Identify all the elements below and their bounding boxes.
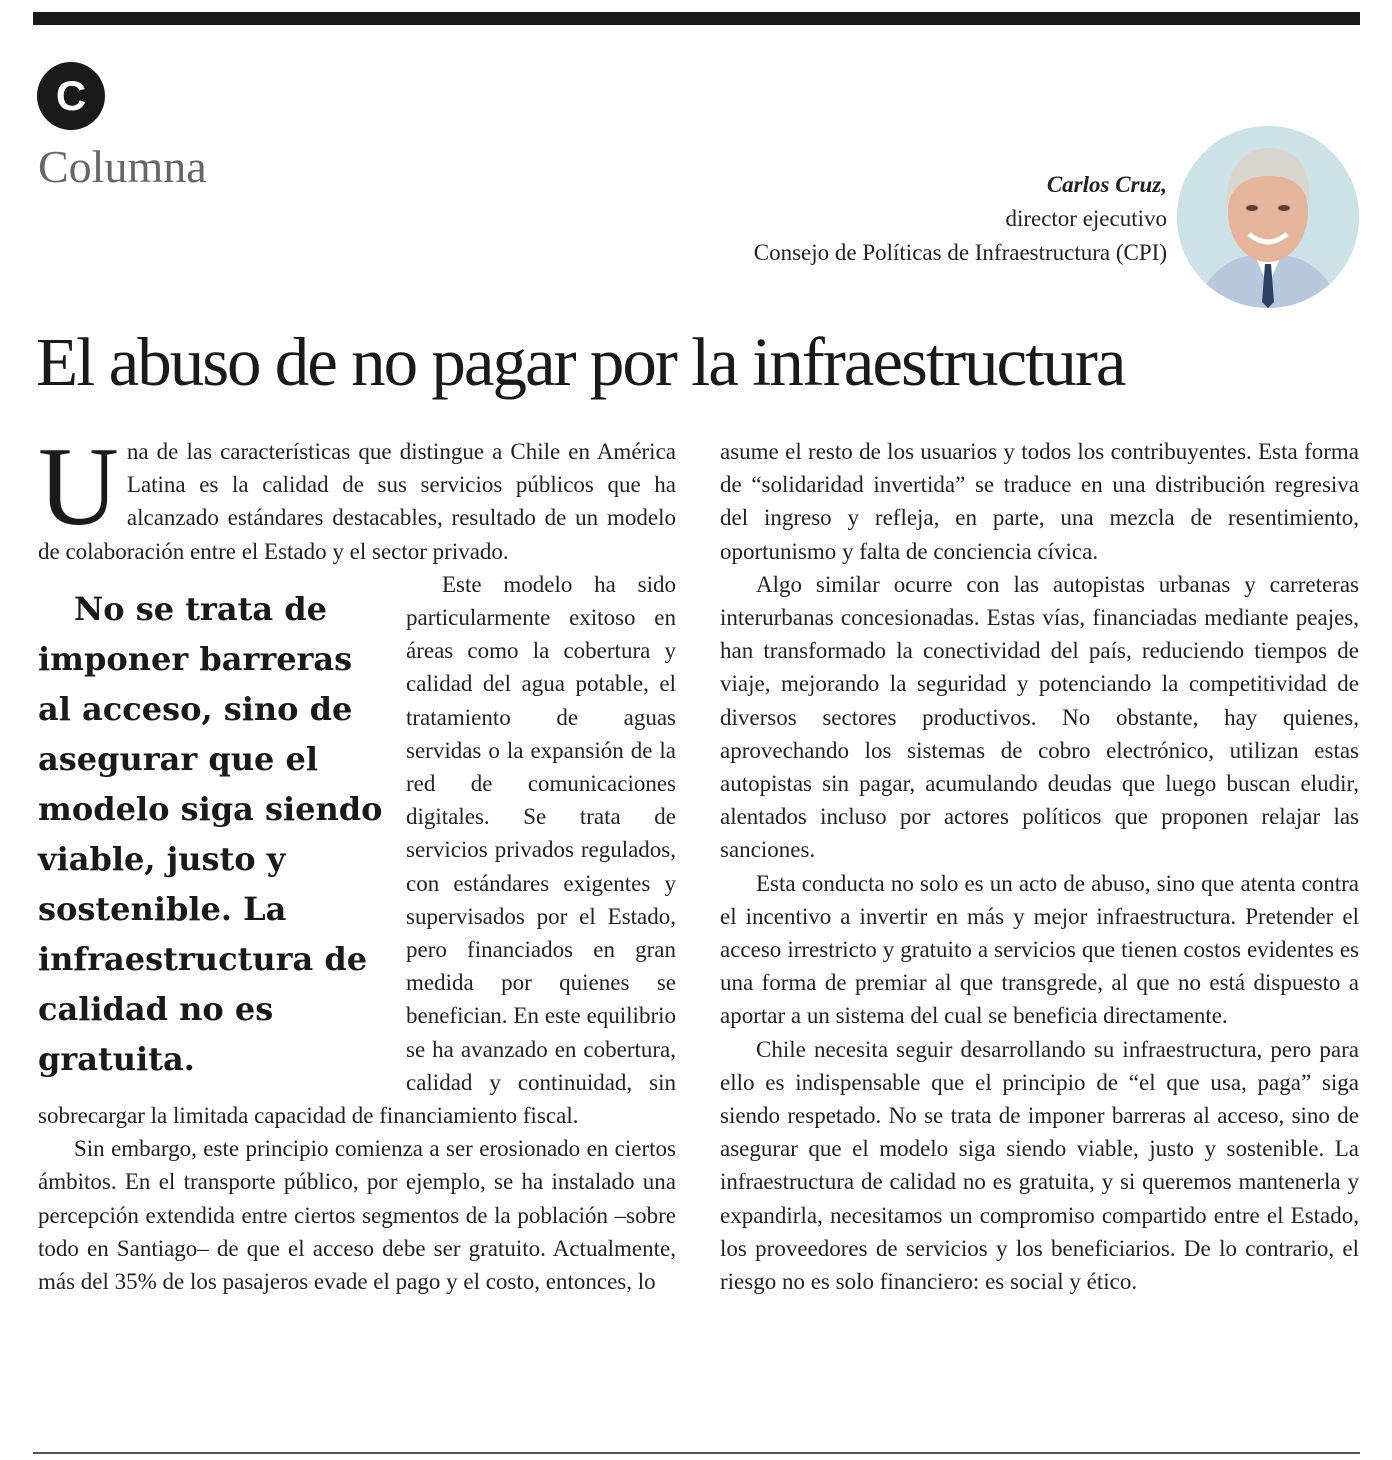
article-paragraph-4: Algo similar ocurre con las autopistas urbanas y carreteras interurbanas concesionadas. Estas vías, financiadas mediante peajes, han transformado la conectividad del país, reduciendo tiempos de viaje, mejorando la seguridad y potenciando la competitividad de diversos sectores productivos. No obstante, hay quienes, aprovechando los sistemas de cobro electrónico, utilizan estas autopistas sin pagar, acumulando deudas que luego buscan eludir, alentados incluso por actores políticos que proponen relajar las sanciones. (720, 571, 1359, 863)
article-paragraph-3: Sin embargo, este principio comienza a ser erosionado en ciertos ámbitos. En el transporte público, por ejemplo, se ha instalado una percepción extendida entre ciertos segmentos de la población –sobre todo en Santiago– de que el acceso debe ser gratuito. Actualmente, más del 35% de los pasajeros evade el pago y el costo, entonces, lo (38, 1136, 676, 1295)
article-paragraph-1 (38, 425, 676, 568)
dropcap: U (38, 425, 119, 549)
top-rule (33, 12, 1360, 25)
bottom-rule (33, 1452, 1360, 1454)
author-role: director ejecutivo (1005, 206, 1167, 231)
article-column-left (38, 425, 676, 1298)
paragraph-2-text: Este modelo ha sido particularmente exitoso en áreas como la cobertura y calidad del agua potable, el tratamiento de aguas servidas o la expansión de la red de comunicaciones digitales. Se trata de servicios privados regulados, con estándares exigentes y supervisados por el Estado, pero financiados en gran medida por quienes se benefician. En este equilibrio se ha avanzado en cobertura, calidad y continuidad, sin sobrecargar la limitada capacidad de financiamiento fiscal. (38, 571, 676, 1129)
article-column-right (720, 435, 1359, 1298)
article-paragraph-5: Esta conducta no solo es un acto de abuso, sino que atenta contra el incentivo a invertir en más y mejor infraestructura. Pretender el acceso irrestricto y gratuito a servicios que tienen costos evidentes es una forma de premiar al que transgrede, al que no está dispuesto a aportar a un sistema del cual se beneficia directamente. (720, 870, 1359, 1029)
byline (754, 168, 1167, 270)
section-label: Columna (38, 141, 207, 192)
author-organization: Consejo de Políticas de Infraestructura (CPI) (753, 240, 1167, 265)
article-paragraph-2 (38, 568, 676, 1132)
section-badge: C (37, 62, 105, 130)
paragraph-1-text: na de las características que distingue a Chile en América Latina es la calidad de sus servicios públicos que ha alcanzado estándares destacables, resultado de un modelo de colaboración entre el Estado y el sector privado. (38, 439, 676, 564)
author-name: Carlos Cruz, (1046, 172, 1167, 197)
pull-quote: No se trata de imponer barreras al acceso, sino de asegurar que el modelo siga siendo viable, justo y sostenible. La infraestructura de calidad no es gratuita. (38, 589, 383, 1078)
author-portrait-icon (1177, 126, 1359, 308)
article-paragraph-3-continued: asume el resto de los usuarios y todos los contribuyentes. Esta forma de “solidaridad invertida” se traduce en una distribución regresiva del ingreso y refleja, en parte, una mezcla de resentimiento, oportunismo y falta de conciencia cívica. (720, 439, 1359, 564)
headline: El abuso de no pagar por la infraestructura (36, 324, 1125, 400)
article-paragraph-6: Chile necesita seguir desarrollando su infraestructura, pero para ello es indispensable que el principio de “el que usa, paga” siga siendo respetado. No se trata de imponer barreras al acceso, sino de asegurar que el modelo siga siendo viable, justo y sostenible. La infraestructura de calidad no es gratuita, y si queremos mantenerla y expandirla, necesitamos un compromiso compartido entre el Estado, los proveedores de servicios y los beneficiarios. De lo contrario, el riesgo no es solo financiero: es social y ético. (720, 1036, 1359, 1295)
author-photo (1177, 126, 1359, 308)
